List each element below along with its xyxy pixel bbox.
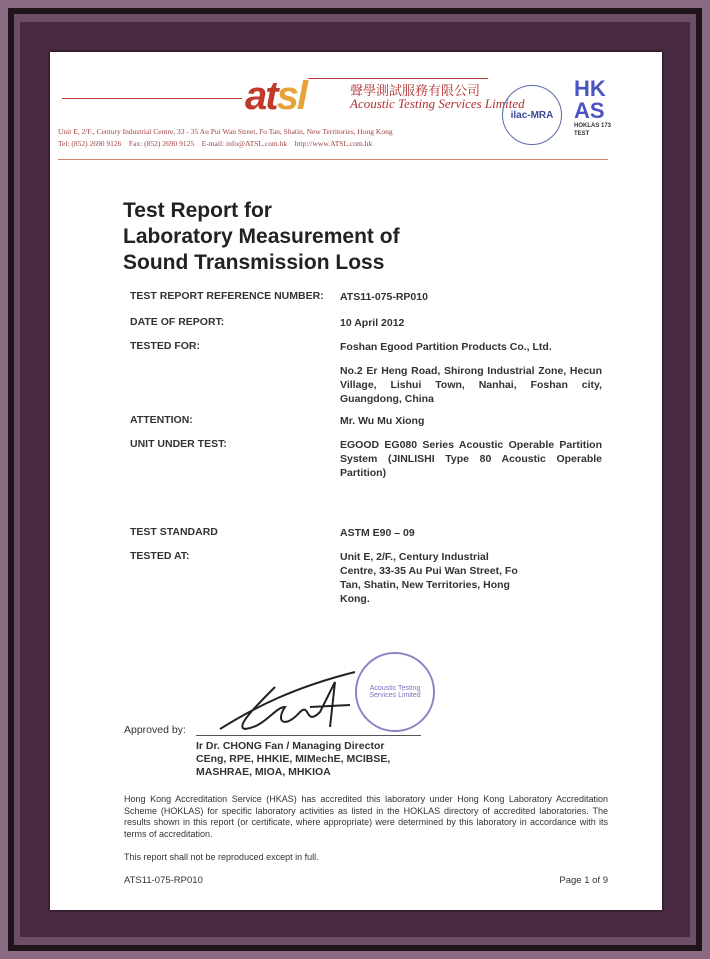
atsl-logo: atsl — [245, 74, 306, 118]
report-title — [123, 198, 400, 276]
signatory-name: Ir Dr. CHONG Fan / Managing Director — [196, 740, 385, 752]
field-value: No.2 Er Heng Road, Shirong Industrial Zone, Hecun Village, Lishui Town, Nanhai, Foshan city, Guangdong, China — [340, 365, 602, 405]
company-stamp — [355, 652, 435, 732]
field-value: Unit E, 2/F., Century Industrial Centre, 33-35 Au Pui Wan Street, Fo Tan, Shatin, New Territories, Hong Kong. — [340, 551, 518, 605]
field-label: TEST STANDARD — [130, 526, 218, 538]
signature-line — [196, 735, 421, 736]
signatory-qualifications: MASHRAE, MIOA, MHKIOA — [196, 766, 331, 778]
accreditation-statement: Hong Kong Accreditation Service (HKAS) has accredited this laboratory under Hong Kong Laboratory Accreditation Scheme (HOKLAS) for specific laboratory activities as listed in the HOKLAS directory of accredited laboratories. The results shown in this report (or certificate, where appropriate) were determined by this laboratory in accordance with its terms of accreditation. — [124, 794, 608, 839]
field-label: TESTED FOR: — [130, 340, 200, 352]
signature — [215, 667, 365, 737]
title-line: Sound Transmission Loss — [123, 251, 385, 274]
field-label: UNIT UNDER TEST: — [130, 438, 227, 450]
field-label: TEST REPORT REFERENCE NUMBER: — [130, 290, 324, 302]
company-name-english: Acoustic Testing Services Limited — [350, 96, 525, 111]
title-line: Test Report for — [123, 199, 272, 222]
page-number: Page 1 of 9 — [559, 875, 608, 886]
approved-by-label: Approved by: — [124, 724, 186, 736]
letterhead — [50, 52, 662, 167]
field-value: EGOOD EG080 Series Acoustic Operable Partition System (JINLISHI Type 80 Acoustic Operable Partition) — [340, 439, 602, 479]
field-value: Mr. Wu Mu Xiong — [340, 415, 425, 427]
company-name-chinese: 聲學測試服務有限公司 — [350, 84, 481, 99]
field-label: DATE OF REPORT: — [130, 316, 225, 328]
title-line: Laboratory Measurement of — [123, 225, 400, 248]
signatory — [196, 740, 390, 779]
hoklas-number: HOKLAS 173 — [574, 123, 612, 129]
footer-reference: ATS11-075-RP010 — [124, 875, 203, 886]
field-value: ATS11-075-RP010 — [340, 291, 428, 303]
hkas-logo: HK AS HOKLAS 173 TEST — [574, 78, 622, 138]
field-value: 10 April 2012 — [340, 317, 405, 329]
address-line: Unit E, 2/F., Century Industrial Centre, 33 - 35 Au Pui Wan Street, Fo Tan, Shatin, New Territories, Hong Kong — [58, 127, 393, 136]
sound-wave-decoration — [62, 98, 242, 108]
hoklas-sub: TEST — [574, 131, 590, 137]
field-value: Foshan Egood Partition Products Co., Ltd. — [340, 341, 552, 353]
signatory-qualifications: CEng, RPE, HHKIE, MIMechE, MCIBSE, — [196, 753, 391, 765]
stamp-text: Acoustic Testing Services Limited — [369, 685, 421, 699]
company-address — [58, 126, 393, 150]
header-divider — [58, 159, 608, 160]
field-label: TESTED AT: — [130, 550, 190, 562]
contact-line: Tel: (852) 2690 9126 Fax: (852) 2690 9125 E-mail: info@ATSL.com.hk http://www.ATSL.com.hk — [58, 139, 373, 148]
field-label: ATTENTION: — [130, 414, 193, 426]
field-value: ASTM E90 – 09 — [340, 527, 415, 539]
certificate-page — [50, 52, 662, 910]
ilac-mra-logo: ilac-MRA — [502, 85, 562, 145]
reproduction-note: This report shall not be reproduced except in full. — [124, 852, 319, 862]
